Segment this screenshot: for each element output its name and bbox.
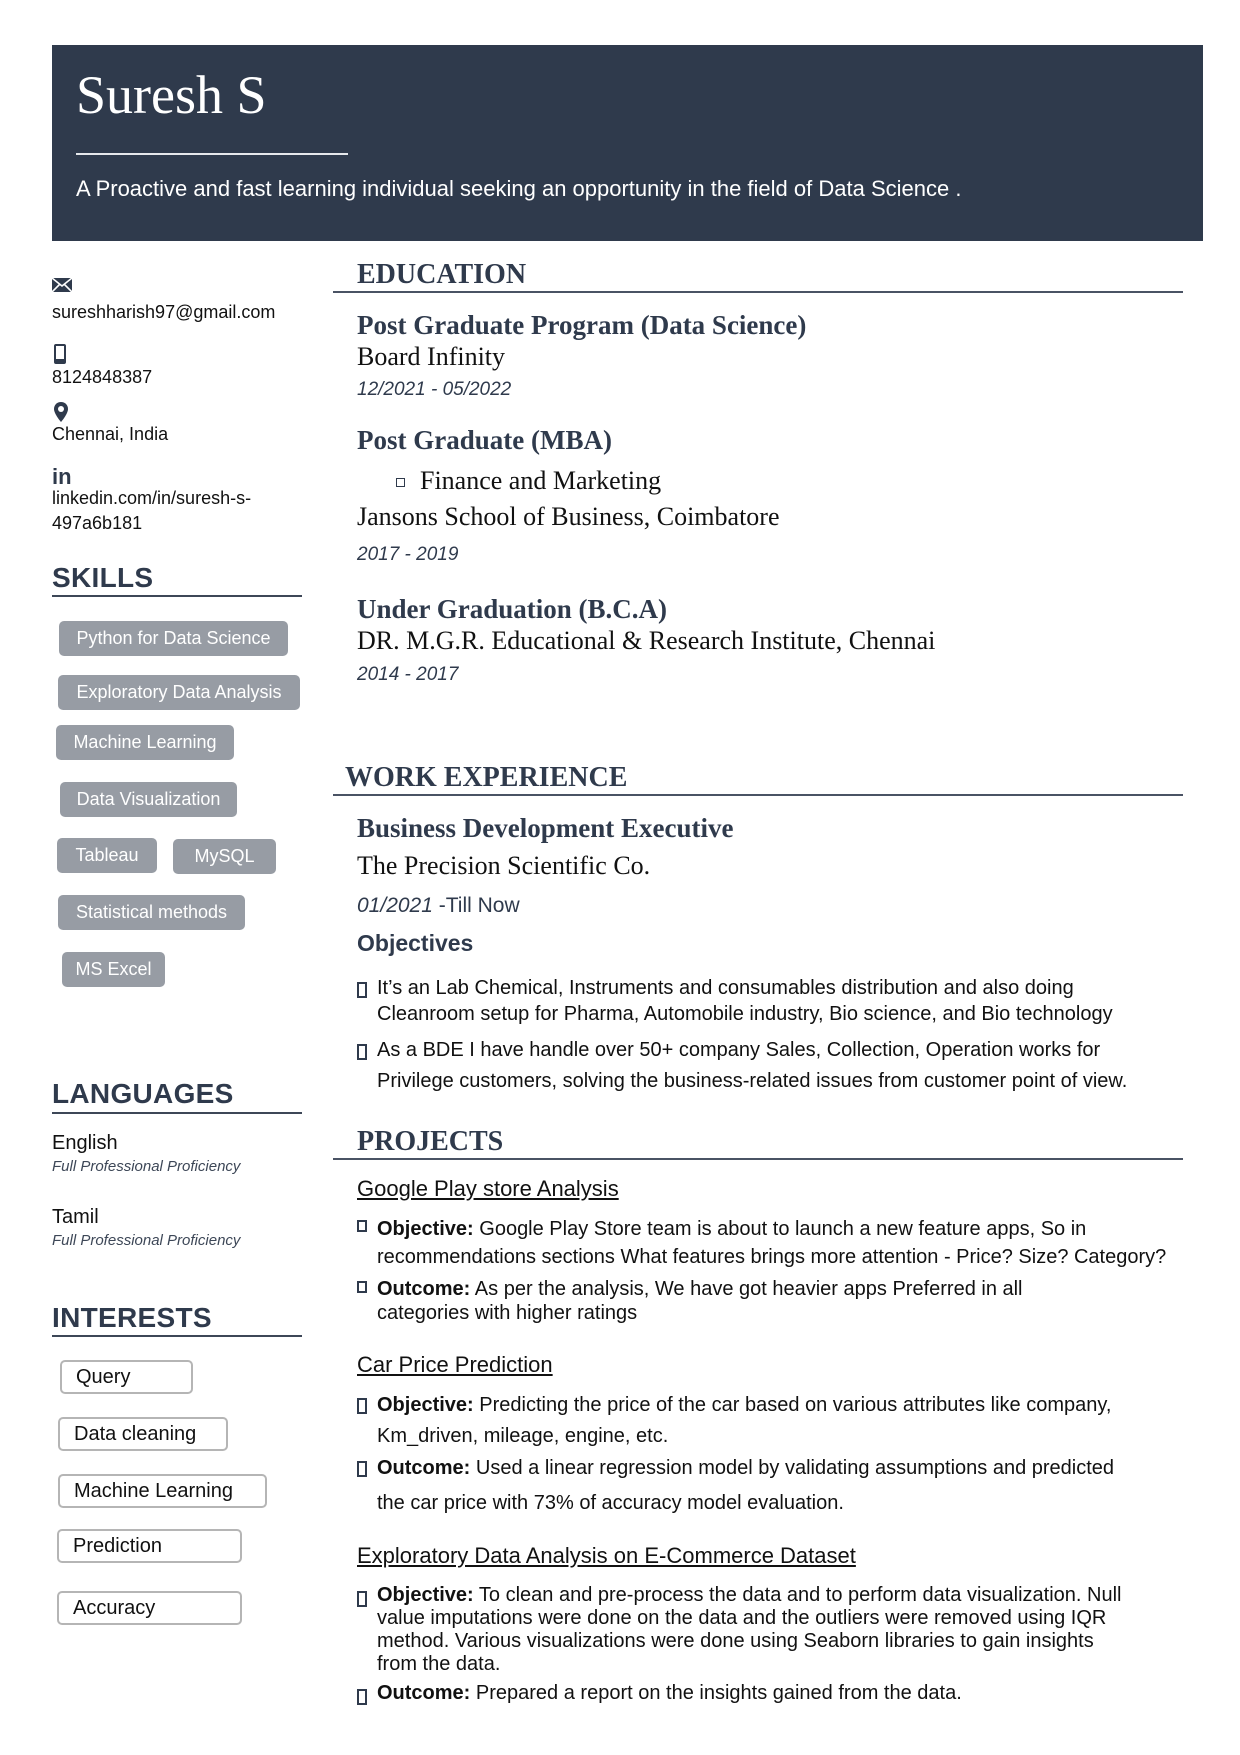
square-bullet-icon [357, 1591, 367, 1607]
job-title: Business Development Executive [357, 813, 734, 843]
job-bullet-text: As a BDE I have handle over 50+ company Sales, Collection, Operation works for [377, 1039, 1101, 1061]
name-divider [76, 153, 348, 155]
skill-tag: Exploratory Data Analysis [58, 675, 300, 710]
project-title: Google Play store Analysis [357, 1176, 619, 1201]
outcome-label: Outcome: [377, 1278, 471, 1300]
skills-divider [52, 595, 302, 597]
interest-tag: Machine Learning [58, 1474, 267, 1508]
projects-heading: PROJECTS [357, 1126, 504, 1157]
education-title: Under Graduation (B.C.A) [357, 594, 668, 624]
skill-tag: Tableau [57, 838, 157, 873]
skill-tag: MS Excel [62, 952, 165, 987]
square-bullet-icon [396, 478, 405, 487]
job-date-end: -Till Now [432, 894, 520, 917]
envelope-icon [52, 278, 72, 297]
job-bullet-text: It’s an Lab Chemical, Instruments and consumables distribution and also doing [377, 977, 1074, 999]
education-dates: 12/2021 - 05/2022 [357, 379, 512, 400]
project-objective-cont: method. Various visualizations were done using Seaborn libraries to gain insights [377, 1630, 1094, 1652]
skills-heading: SKILLS [52, 562, 154, 593]
interests-heading: INTERESTS [52, 1302, 212, 1333]
project-title: Car Price Prediction [357, 1352, 553, 1377]
project-outcome [377, 1276, 1023, 1302]
objective-label: Objective: [377, 1218, 474, 1240]
square-bullet-icon [357, 982, 367, 998]
education-specialization: Finance and Marketing [420, 466, 662, 495]
skill-tag: Statistical methods [58, 895, 245, 930]
project-title: Exploratory Data Analysis on E-Commerce Dataset [357, 1543, 856, 1568]
outcome-text: Used a linear regression model by validating assumptions and predicted [470, 1457, 1115, 1479]
language-name: English [52, 1132, 118, 1154]
work-experience-heading: WORK EXPERIENCE [345, 762, 628, 793]
candidate-name: Suresh S [76, 65, 267, 125]
education-dates: 2017 - 2019 [357, 544, 459, 565]
education-institution: DR. M.G.R. Educational & Research Institute, Chennai [357, 626, 936, 655]
linkedin-link-line1[interactable]: linkedin.com/in/suresh-s- [52, 488, 252, 508]
objective-text: Predicting the price of the car based on various attributes like company, [473, 1394, 1112, 1416]
skill-tag: Machine Learning [56, 725, 234, 760]
objective-label: Objective: [377, 1394, 474, 1416]
outcome-label: Outcome: [377, 1457, 471, 1479]
square-bullet-icon [357, 1461, 367, 1477]
outcome-label: Outcome: [377, 1682, 471, 1704]
education-divider [333, 291, 1183, 293]
tagline: A Proactive and fast learning individual seeking an opportunity in the field of Data Science . [76, 176, 962, 201]
project-outcome [377, 1455, 1114, 1481]
project-outcome-cont: the car price with 73% of accuracy model evaluation. [377, 1492, 844, 1514]
square-bullet-icon [357, 1689, 367, 1705]
education-title: Post Graduate Program (Data Science) [357, 310, 807, 340]
education-dates: 2014 - 2017 [357, 664, 459, 685]
languages-divider [52, 1112, 302, 1114]
interest-tag: Prediction [57, 1529, 242, 1563]
square-bullet-icon [357, 1398, 367, 1414]
company-name: The Precision Scientific Co. [357, 851, 651, 880]
resume-header [52, 45, 1203, 241]
linkedin-link-line2[interactable]: 497a6b181 [52, 513, 143, 533]
project-objective [377, 1584, 1122, 1607]
language-name: Tamil [52, 1206, 99, 1228]
objective-text: Google Play Store team is about to launch a new feature apps, So in [473, 1218, 1087, 1240]
location-text: Chennai, India [52, 424, 169, 444]
interest-tag: Data cleaning [58, 1417, 228, 1451]
education-institution: Board Infinity [357, 342, 506, 371]
job-date-start: 01/2021 [357, 894, 433, 917]
linkedin-icon: in [52, 464, 72, 489]
skill-tag: MySQL [173, 839, 276, 874]
phone-number: 8124848387 [52, 367, 153, 387]
education-heading: EDUCATION [357, 259, 527, 290]
interest-tag: Accuracy [57, 1591, 242, 1625]
project-objective [377, 1216, 1086, 1242]
square-bullet-icon [357, 1220, 367, 1232]
interests-divider [52, 1335, 302, 1337]
objective-text: To clean and pre-process the data and to perform data visualization. Null [473, 1584, 1122, 1606]
outcome-text: Prepared a report on the insights gained from the data. [470, 1682, 962, 1704]
objective-label: Objective: [377, 1584, 474, 1606]
work-experience-divider [333, 794, 1183, 796]
skill-tag: Python for Data Science [59, 621, 288, 656]
objectives-heading: Objectives [357, 930, 474, 956]
language-level: Full Professional Proficiency [52, 1158, 241, 1175]
project-objective [377, 1392, 1111, 1418]
skill-tag: Data Visualization [60, 782, 237, 817]
education-title: Post Graduate (MBA) [357, 425, 612, 455]
project-outcome [377, 1682, 962, 1705]
job-dates [357, 895, 520, 917]
projects-divider [333, 1158, 1183, 1160]
project-objective-cont: recommendations sections What features brings more attention - Price? Size? Category? [377, 1246, 1167, 1268]
outcome-text: As per the analysis, We have got heavier apps Preferred in all [470, 1278, 1023, 1300]
job-bullet-text: Privilege customers, solving the business-related issues from customer point of view. [377, 1070, 1128, 1092]
languages-heading: LANGUAGES [52, 1078, 234, 1109]
project-objective-cont: from the data. [377, 1653, 501, 1675]
interest-tag: Query [60, 1360, 193, 1394]
project-objective-cont: Km_driven, mileage, engine, etc. [377, 1425, 669, 1447]
square-bullet-icon [357, 1281, 367, 1293]
square-bullet-icon [357, 1044, 367, 1060]
job-bullet-text: Cleanroom setup for Pharma, Automobile industry, Bio science, and Bio technology [377, 1003, 1113, 1025]
project-outcome-cont: categories with higher ratings [377, 1302, 638, 1324]
project-objective-cont: value imputations were done on the data and the outliers were removed using IQR [377, 1607, 1107, 1629]
education-institution: Jansons School of Business, Coimbatore [357, 502, 780, 531]
language-level: Full Professional Proficiency [52, 1232, 241, 1249]
email-link[interactable]: sureshharish97@gmail.com [52, 302, 276, 322]
